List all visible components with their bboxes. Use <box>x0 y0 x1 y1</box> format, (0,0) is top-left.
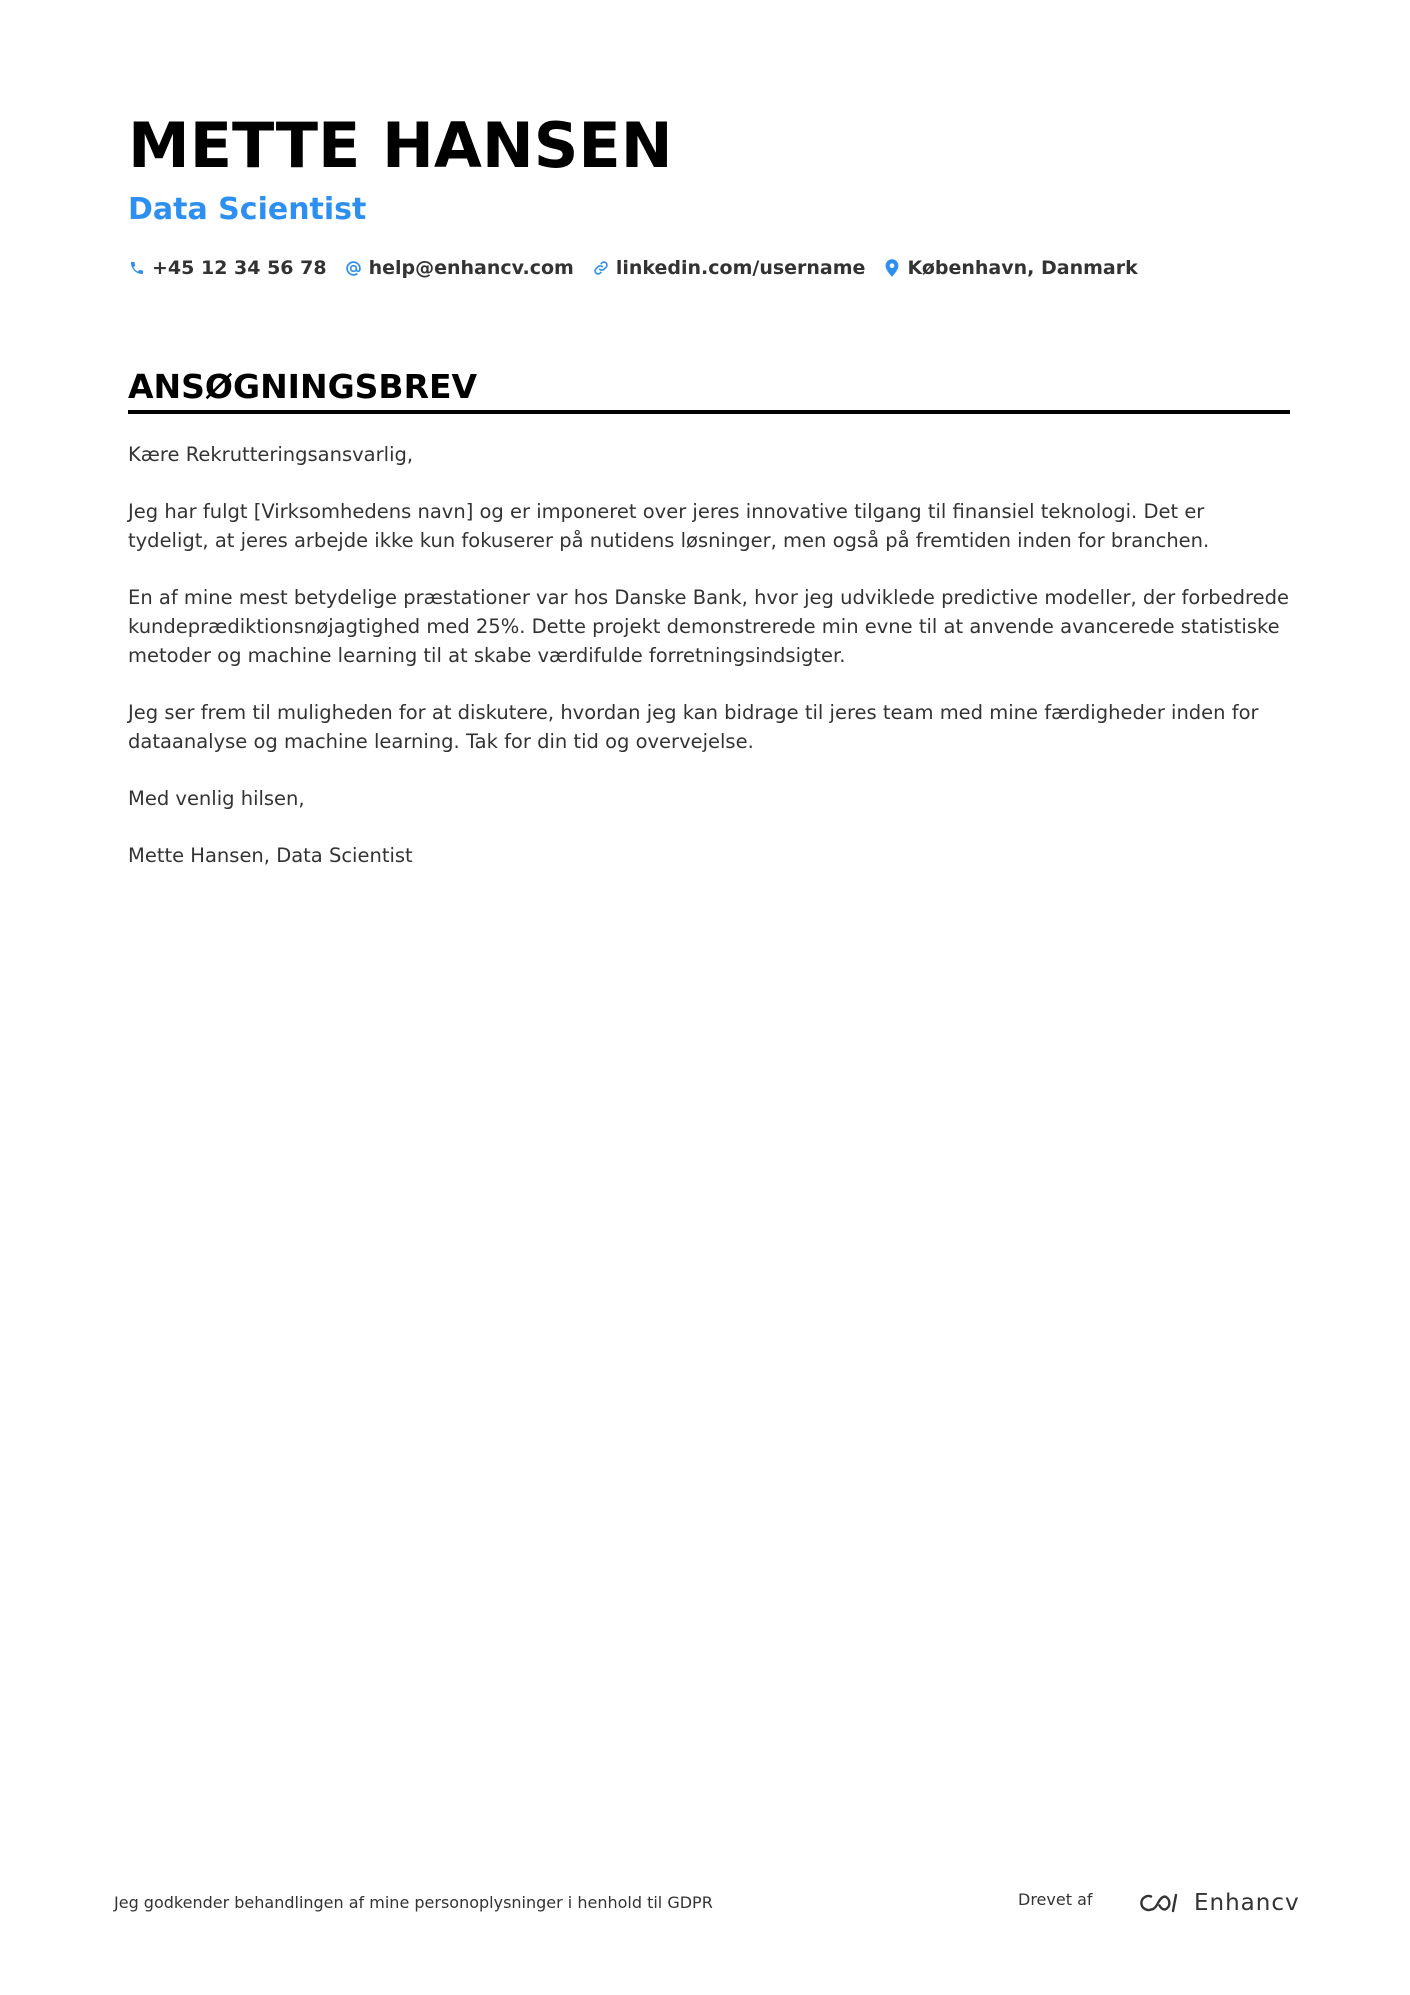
letter-paragraph: Jeg ser frem til muligheden for at diskutere, hvordan jeg kan bidrage til jeres team med mine færdigheder inden for dataanalyse og machine learning. Tak for din tid og overvejelse. <box>128 701 1259 753</box>
contact-bar <box>128 253 1156 283</box>
brand-logo[interactable] <box>1138 1888 1300 1918</box>
contact-linkedin[interactable] <box>592 257 866 279</box>
powered-by-label: Drevet af <box>1018 1890 1093 1909</box>
gdpr-consent: Jeg godkender behandlingen af mine personoplysninger i henhold til GDPR <box>114 1893 713 1912</box>
contact-phone <box>128 257 327 279</box>
section-divider <box>128 410 1290 414</box>
contact-location-text: København, Danmark <box>907 257 1138 279</box>
letter-salutation: Kære Rekrutteringsansvarlig, <box>128 443 414 466</box>
letter-closing: Med venlig hilsen, <box>128 787 305 810</box>
candidate-title: Data Scientist <box>128 192 367 227</box>
letter-paragraph: En af mine mest betydelige præstationer var hos Danske Bank, hvor jeg udviklede predictive modeller, der forbedrede kundeprædiktionsnøjagtighed med 25%. Dette projekt demonstrerede min evne til at anvende avancerede statistiske metoder og machine learning til at skabe værdifulde forretningsindsigter. <box>128 586 1290 667</box>
enhancv-logo-icon <box>1138 1891 1184 1915</box>
at-icon <box>345 258 363 278</box>
location-pin-icon <box>883 258 901 278</box>
letter-paragraph: Jeg har fulgt [Virksomhedens navn] og er imponeret over jeres innovative tilgang til finansiel teknologi. Det er tydeligt, at jeres arbejde ikke kun fokuserer på nutidens løsninger, men også på fremtiden inden for branchen. <box>128 500 1210 552</box>
contact-phone-text: +45 12 34 56 78 <box>152 257 327 279</box>
letter-body <box>128 440 1290 898</box>
phone-icon <box>128 258 146 278</box>
contact-email-text[interactable]: help@enhancv.com <box>368 257 574 279</box>
letter-signature: Mette Hansen, Data Scientist <box>128 844 413 867</box>
brand-name: Enhancv <box>1194 1890 1300 1916</box>
candidate-name: METTE HANSEN <box>128 109 673 182</box>
link-icon <box>592 258 610 278</box>
section-title: ANSØGNINGSBREV <box>128 367 478 406</box>
contact-linkedin-text[interactable]: linkedin.com/username <box>615 257 866 279</box>
contact-email[interactable] <box>345 257 574 279</box>
contact-location <box>883 257 1137 279</box>
